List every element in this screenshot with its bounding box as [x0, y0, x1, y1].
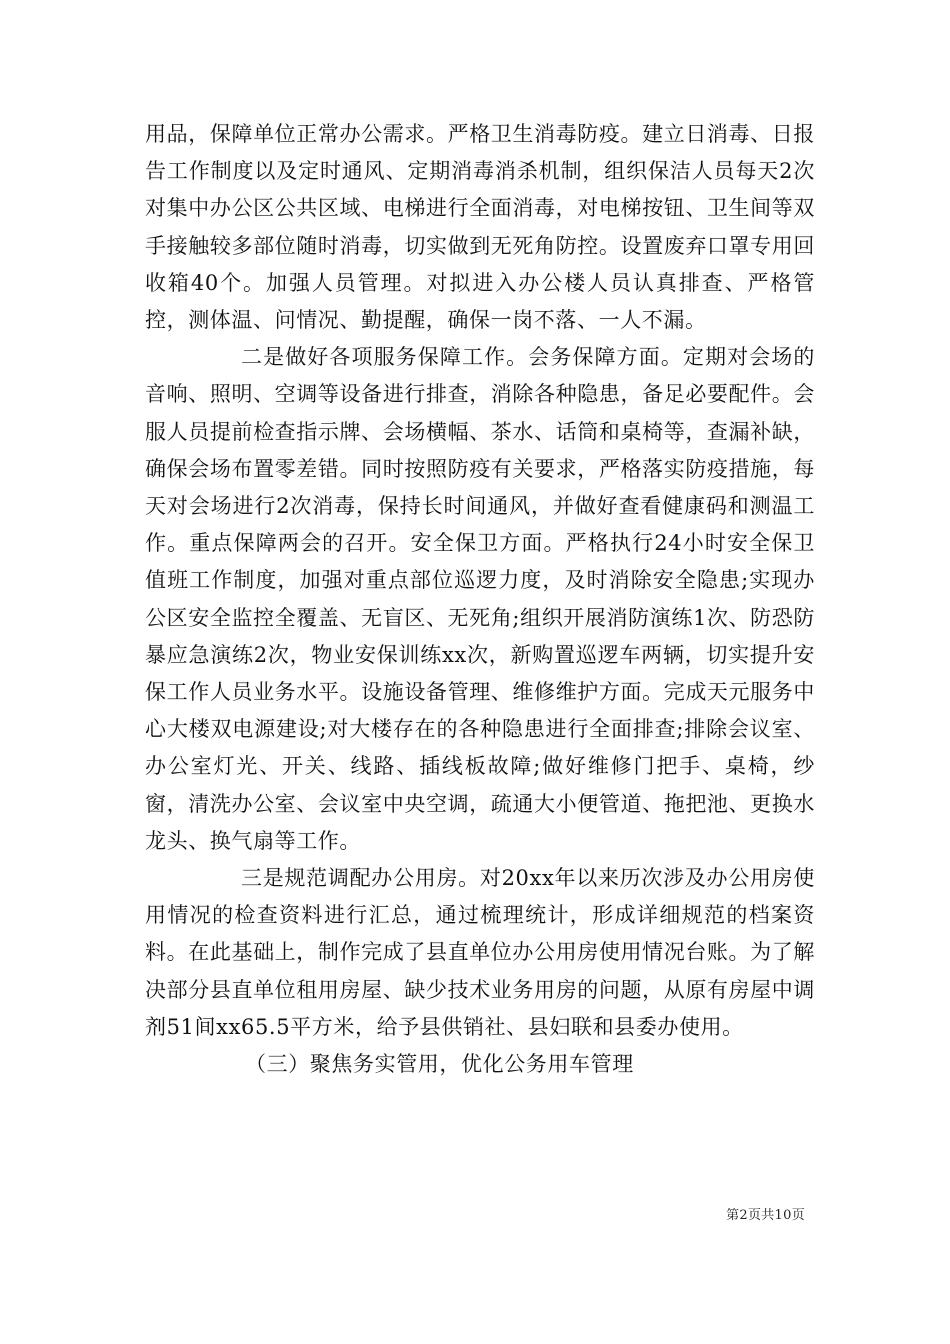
- paragraph-office-space: 三是规范调配办公用房。对20xx年以来历次涉及办公用房使用情况的检查资料进行汇总，通过梳理统计，形成详细规范的档案资料。在此基础上，制作完成了县直单位办公用房使用情况台账。为了解决部分县直单位租用房屋、缺少技术业务用房的问题，从原有房屋中调剂51间xx65.5平方米，给予县供销社、县妇联和县委办使用。: [145, 866, 815, 1039]
- page-number-footer: 第2页共10页: [726, 1208, 805, 1223]
- document-body: [145, 116, 815, 1083]
- paragraph-service-guarantee: 二是做好各项服务保障工作。会务保障方面。定期对会场的音响、照明、空调等设备进行排查，消除各种隐患，备足必要配件。会服人员提前检查指示牌、会场横幅、茶水、话筒和桌椅等，查漏补缺，确保会场布置零差错。同时按照防疫有关要求，严格落实防疫措施，每天对会场进行2次消毒，保持长时间通风，并做好查看健康码和测温工作。重点保障两会的召开。安全保卫方面。严格执行24小时安全保卫值班工作制度，加强对重点部位巡逻力度，及时消除安全隐患;实现办公区安全监控全覆盖、无盲区、无死角;组织开展消防演练1次、防恐防暴应急演练2次，物业安保训练xx次，新购置巡逻车两辆，切实提升安保工作人员业务水平。设施设备管理、维修维护方面。完成天元服务中心大楼双电源建设;对大楼存在的各种隐患进行全面排查;排除会议室、办公室灯光、开关、线路、插线板故障;做好维修门把手、桌椅，纱窗，清洗办公室、会议室中央空调，疏通大小便管道、拖把池、更换水龙头、换气扇等工作。: [145, 345, 815, 853]
- paragraph-continuation: 用品，保障单位正常办公需求。严格卫生消毒防疫。建立日消毒、日报告工作制度以及定时通风、定期消毒消杀机制，组织保洁人员每天2次对集中办公区公共区域、电梯进行全面消毒，对电梯按钮、卫生间等双手接触较多部位随时消毒，切实做到无死角防控。设置废弃口罩专用回收箱40个。加强人员管理。对拟进入办公楼人员认真排查、严格管控，测体温、问情况、勤提醒，确保一岗不落、一人不漏。: [145, 122, 815, 333]
- section-heading: （三）聚焦务实管用，优化公务用车管理: [245, 1052, 634, 1077]
